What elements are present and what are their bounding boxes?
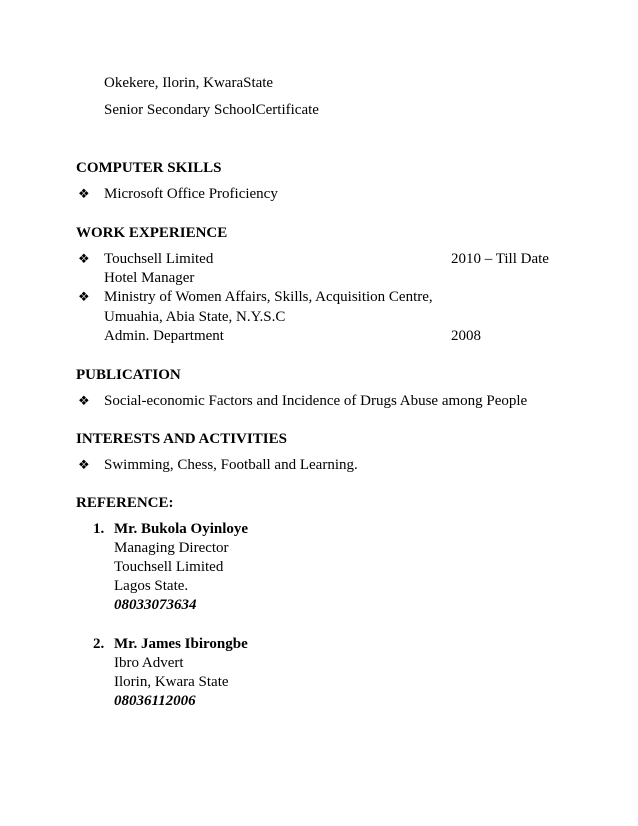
job-department: Admin. Department (104, 328, 224, 344)
interest-item: Swimming, Chess, Football and Learning. (104, 457, 358, 473)
job-period: 2008 (451, 328, 481, 344)
diamond-bullet-icon: ❖ (78, 187, 90, 202)
referee-location: Ilorin, Kwara State (114, 674, 229, 690)
job-organization: Touchsell Limited (104, 251, 214, 267)
publication-heading: PUBLICATION (76, 367, 181, 383)
computer-skills-heading: COMPUTER SKILLS (76, 160, 222, 176)
interests-heading: INTERESTS AND ACTIVITIES (76, 431, 287, 447)
work-experience-heading: WORK EXPERIENCE (76, 225, 228, 241)
referee-phone: 08033073634 (114, 597, 197, 613)
job-organization-line2: Umuahia, Abia State, N.Y.S.C (104, 309, 286, 325)
referee-location: Lagos State. (114, 578, 189, 594)
referee-name: Mr. James Ibirongbe (114, 636, 248, 652)
diamond-bullet-icon: ❖ (78, 252, 90, 267)
referee-name: Mr. Bukola Oyinloye (114, 521, 249, 537)
diamond-bullet-icon: ❖ (78, 458, 90, 473)
referee-number: 1. (93, 521, 105, 537)
referee-number: 2. (93, 636, 105, 652)
reference-heading: REFERENCE: (76, 495, 174, 511)
referee-company: Touchsell Limited (114, 559, 224, 575)
skill-item: Microsoft Office Proficiency (104, 186, 278, 202)
referee-company: Ibro Advert (114, 655, 184, 671)
referee-phone: 08036112006 (114, 693, 196, 709)
diamond-bullet-icon: ❖ (78, 394, 90, 409)
school-location: Okekere, Ilorin, KwaraState (104, 75, 274, 91)
certificate: Senior Secondary SchoolCertificate (104, 102, 319, 118)
diamond-bullet-icon: ❖ (78, 290, 90, 305)
job-role: Hotel Manager (104, 270, 195, 286)
job-period: 2010 – Till Date (451, 251, 549, 267)
referee-title: Managing Director (114, 540, 229, 556)
job-organization: Ministry of Women Affairs, Skills, Acquisition Centre, (104, 289, 433, 305)
publication-item: Social-economic Factors and Incidence of Drugs Abuse among People (104, 393, 528, 409)
